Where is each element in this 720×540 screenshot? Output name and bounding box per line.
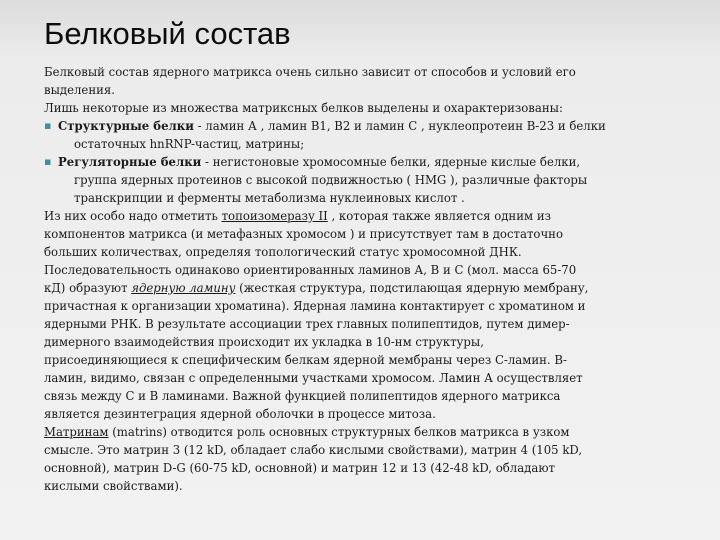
intro-line: выделения. bbox=[44, 83, 116, 97]
lamina-line: присоединяющиеся к специфическим белкам ядерной мембраны через С-ламин. В- bbox=[44, 353, 567, 367]
slide-body bbox=[44, 63, 694, 495]
bullet-structural bbox=[44, 117, 694, 153]
topo-text: , которая также является одним из bbox=[327, 209, 551, 223]
matrins-line: смысле. Это матрин 3 (12 kD, обладает слабо кислыми свойствами), матрин 4 (105 kD, bbox=[44, 443, 583, 457]
topo-text: Из них особо надо отметить bbox=[44, 209, 222, 223]
bullet-text: остаточных hnRNP-частиц, матрины; bbox=[74, 137, 305, 151]
matrins-paragraph bbox=[44, 423, 694, 441]
bullet-text: группа ядерных протеинов с высокой подвижностью ( HMG ), различные факторы bbox=[74, 173, 588, 187]
bullet-text: - ламин А , ламин В1, В2 и ламин С , нуклеопротеин В-23 и белки bbox=[193, 119, 606, 133]
lamina-paragraph bbox=[44, 279, 694, 297]
intro-line: Белковый состав ядерного матрикса очень сильно зависит от способов и условий его bbox=[44, 65, 576, 79]
matrins-line: кислыми свойствами). bbox=[44, 479, 183, 493]
slide-title: Белковый состав bbox=[44, 16, 291, 51]
nuclear-lamina-link[interactable]: ядерную ламину bbox=[131, 281, 236, 295]
bullet-regulatory bbox=[44, 153, 694, 207]
bullet-text: - негистоновые хромосомные белки, ядерные кислые белки, bbox=[201, 155, 581, 169]
lamina-text: (жесткая структура, подстилающая ядерную мембрану, bbox=[235, 281, 589, 295]
lamina-line: димерного взаимодействия происходит их укладка в 10-нм структуры, bbox=[44, 335, 484, 349]
bullet-text: транскрипции и ферменты метаболизма нуклеиновых кислот . bbox=[74, 191, 465, 205]
lamina-line: связь между С и В ламинами. Важной функцией полипептидов ядерного матрикса bbox=[44, 389, 561, 403]
bullet-marker-icon: ▪ bbox=[44, 155, 52, 168]
topo-paragraph bbox=[44, 207, 694, 225]
intro-line: Лишь некоторые из множества матриксных белков выделены и охарактеризованы: bbox=[44, 101, 563, 115]
lamina-line: ламин, видимо, связан с определенными участками хромосом. Ламин А осуществляет bbox=[44, 371, 583, 385]
topo-line: больших количествах, определяя топологический статус хромосомной ДНК. bbox=[44, 245, 522, 259]
bullet-marker-icon: ▪ bbox=[44, 119, 52, 132]
topo-line: компонентов матрикса (и метафазных хромосом ) и присутствует там в достаточно bbox=[44, 227, 563, 241]
bullet-term: Регуляторные белки bbox=[58, 155, 202, 169]
lamina-line: Последовательность одинаково ориентированных ламинов А, В и С (мол. масса 65-70 bbox=[44, 263, 577, 277]
lamina-text: кД) образуют bbox=[44, 281, 132, 295]
lamina-line: причастная к организации хроматина). Ядерная ламина контактирует с хроматином и bbox=[44, 299, 586, 313]
bullet-term: Структурные белки bbox=[58, 119, 194, 133]
lamina-line: ядерными РНК. В результате ассоциации трех главных полипептидов, путем димер- bbox=[44, 317, 570, 331]
topoisomerase-link[interactable]: топоизомеразу II bbox=[221, 209, 328, 223]
matrins-text: (matrins) отводится роль основных структурных белков матрикса в узком bbox=[108, 425, 570, 439]
matrins-line: основной), матрин D-G (60-75 kD, основной) и матрин 12 и 13 (42-48 kD, обладают bbox=[44, 461, 555, 475]
lamina-line: является дезинтеграция ядерной оболочки в процессе митоза. bbox=[44, 407, 436, 421]
matrins-link[interactable]: Матринам bbox=[44, 425, 109, 439]
